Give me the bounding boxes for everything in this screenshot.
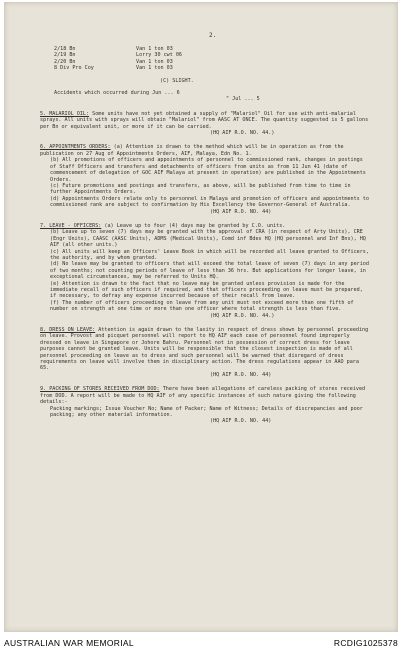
accidents-jul: " Jul ... 5 [226, 96, 260, 103]
para-text: (a) Attention is drawn to the method which will be in operation as from the publication on 27 Aug of Appointments Orders, AIF, Malaya, Edn No. 1. [40, 144, 344, 157]
para-text: (a) Leave up to four (4) days may be granted by C.O. units. [104, 222, 286, 229]
subpara-c: (c) All units will keep an Officers' Leave Book in which will be recorded all leave granted to Officers, the authority, and by whom granted. [50, 248, 369, 261]
classification-mark: (C) SLIGHT. [160, 77, 194, 84]
para-8-dress-on-leave [40, 327, 370, 378]
unit-cell: 2/18 Bn [54, 46, 76, 52]
subpara-d: (d) Appointments Orders relate only to personnel in Malaya and promotion of officers and appointments to commissioned rank are subject to confirmation by His Excellency the Governor-General of Australia. [50, 195, 369, 209]
vehicle-table [40, 46, 370, 72]
subpara-f: (f) The number of officers proceeding on leave from any unit must not exceed more than one fifth of number on strength at one time or more than one officer where total strength is less than five. [50, 299, 354, 313]
para-text: Some units have not yet obtained a supply of "Malariol" Oil for use with anti-malarial sprays. All units with sprays will obtain "Malariol" from AASC AT ONCE. The quantity suggested is 5 gallons per Bn or equivalent unit, or more if it can be carried. [40, 110, 369, 130]
reference: (HQ AIF R.O. NO. 44) [210, 371, 272, 378]
subpara-d: (d) No leave may be granted to officers that will exceed the total leave of seven (7) days in any period of two months; not counting periods of leave of less than 36 hrs. But applications for longer leave, in exceptional circumstances, may be referred to Units HQ. [50, 261, 369, 281]
item-cell: Van 1 ton 03 [136, 46, 173, 52]
subpara-b: (b) All promotions of officers and appointments of personnel to commissioned rank, changes in postings of Staff Officers and transfers and detachments of officers from units as from 11 Jun 41 (date of commencement of delegation of GOC AIF Malaya at present in operation) are published in the Appointments Orders. [50, 157, 366, 183]
para-5-malariol-oil [40, 111, 370, 137]
accidents-jun: Accidents which occurred during Jun ... 6 [54, 90, 180, 97]
reference: (HQ AIF R.O. NO. 44) [210, 418, 272, 425]
item-cell: Lorry 30 cwt 06 [136, 52, 183, 59]
para-6-appointments-orders [40, 144, 370, 214]
para-text: There have been allegations of careless packing of stores received from DOD. A report will be made to HQ AIF of any specific instances of such nature giving the following details:- [40, 386, 366, 406]
archive-name: AUSTRALIAN WAR MEMORIAL [4, 638, 134, 648]
unit-cell: 2/20 Bn [54, 58, 76, 65]
archive-footer [0, 632, 402, 654]
para-heading: 6. APPOINTMENTS ORDERS: [40, 144, 111, 151]
reference: (HQ AIF R.O. NO. 44.) [210, 130, 275, 137]
para-heading: 9. PACKING OF STORES RECEIVED FROM DOD: [40, 386, 160, 393]
para-heading: 7. LEAVE - OFFICERS: [40, 222, 102, 229]
para-9-packing-of-stores [40, 386, 370, 424]
document-body [40, 30, 370, 425]
item-cell: Van 1 ton 03 [136, 58, 173, 65]
reference: (HQ AIF R.O. NO. 44) [210, 208, 272, 215]
unit-cell: 2/19 Bn [54, 52, 76, 59]
page-number: 2. [209, 32, 217, 39]
para-heading: 8. DRESS ON LEAVE: [40, 327, 96, 334]
para-heading: 5. MALARIOL OIL: [40, 110, 90, 117]
reference: (HQ AIF R.O. NO. 44.) [210, 312, 275, 319]
document-page [4, 2, 398, 632]
item-cell: Van 1 ton 03 [136, 65, 173, 72]
record-id: RCDIG1025378 [333, 638, 398, 648]
subpara-b: (b) Leave up to seven (7) days may be granted with the approval of CRA (in respect of Arty Units), CRE (Engr Units), CAASC (AASC Units), ADMS (Medical Units), Comd inf Bdes HQ (HQ personnel and Inf Bns), HQ AIF (all other units.) [50, 229, 366, 249]
packing-details: Packing markings; Issue Voucher No; Name of Packer; Name of Witness; Details of discrepancies and poor packing; any other material information. [50, 405, 363, 418]
para-text: Attention is again drawn to the laxity in respect of dress shown by personnel proceeding on leave. Provost and picquet personnel will report to HQ AIF each case of personnel found improperly dressed on leave in Singapore or Johore Bahru. Personnel not in possession of correct dress for leave purposes cannot be granted leave. Units will be responsible that the closest inspection is made of all personnel proceeding on leave as to dress and such personnel will be warned that disregard of dress requirements on leave will involve them in disciplinary action. The dress regulations appear in AAO para 65. [40, 327, 369, 372]
subpara-e: (e) Attention is drawn to the fact that no leave may be granted unless provision is made for the immediate recall of such officers if required, and that officers proceeding on leave must be prepared, if necessary, to defray any expense incurred because of their recall from leave. [50, 280, 363, 300]
para-7-leave-officers [40, 223, 370, 319]
subpara-c: (c) Future promotions and postings and transfers, as above, will be published from time to time in further Appointments Orders. [50, 182, 351, 196]
unit-cell: 8 Div Pro Coy [54, 65, 94, 72]
table-row [54, 65, 370, 71]
